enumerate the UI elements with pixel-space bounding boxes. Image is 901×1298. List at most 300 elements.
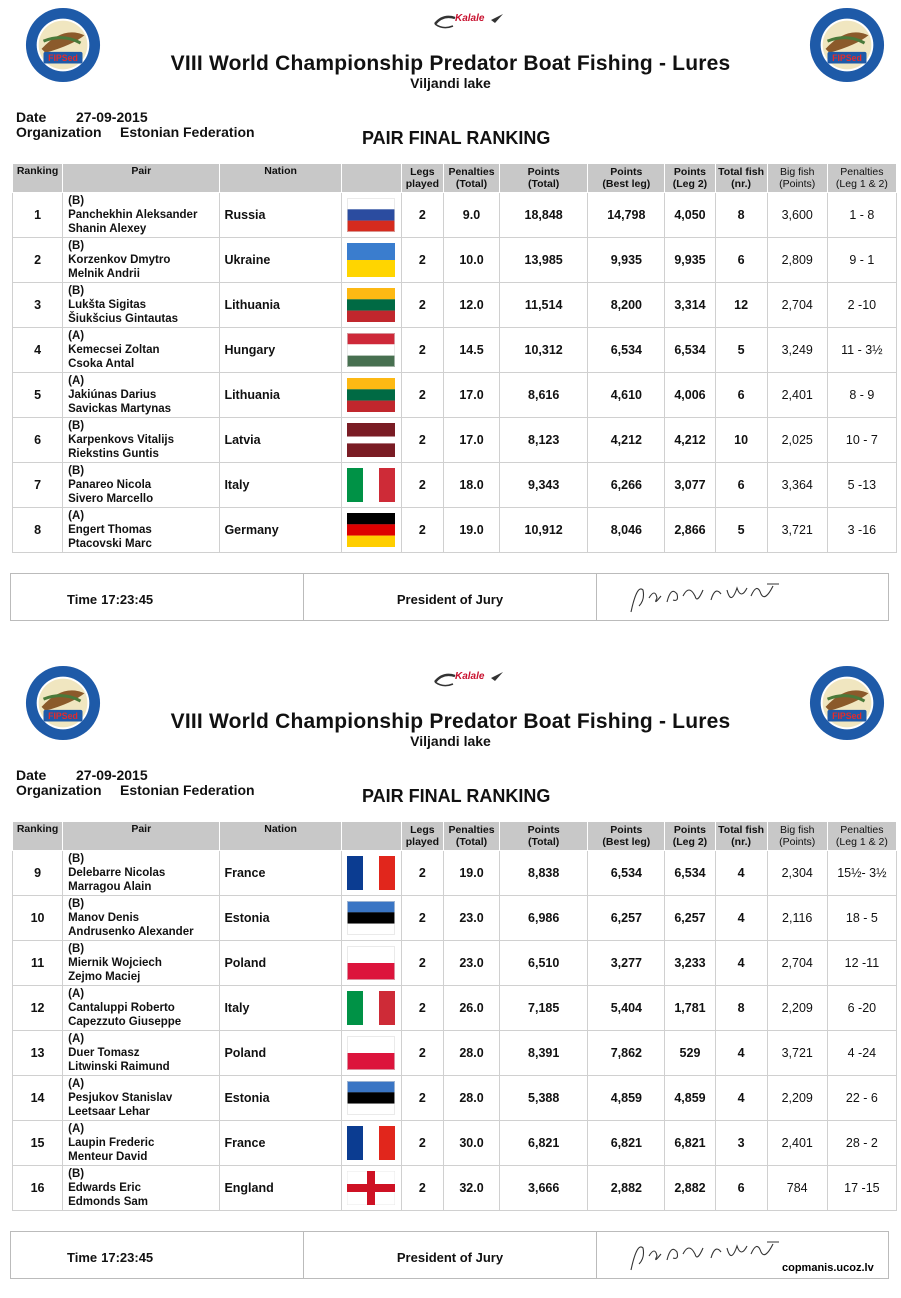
rank-cell: 14 — [13, 1076, 63, 1121]
pair-angler-1: Lukšta Sigitas — [68, 299, 147, 311]
penalties-cell: 26.0 — [443, 986, 499, 1031]
rank-cell: 3 — [13, 283, 63, 328]
points-best-cell: 6,257 — [588, 896, 665, 941]
legs-cell: 2 — [401, 1031, 443, 1076]
rank-cell: 8 — [13, 508, 63, 553]
total-fish-cell: 8 — [715, 193, 767, 238]
ranking-page — [0, 0, 901, 640]
points-leg2-cell: 3,233 — [665, 941, 715, 986]
header-row — [13, 164, 897, 193]
header-ranking-line1: Ranking — [16, 823, 59, 835]
time-cell — [11, 1232, 304, 1278]
nation-cell: Poland — [220, 941, 341, 986]
pair-group: (A) — [68, 1078, 85, 1090]
pair-group: (B) — [68, 240, 85, 252]
pair-angler-2: Šiukšcius Gintautas — [68, 313, 179, 325]
header-legs-line2: played — [405, 178, 440, 190]
pair-group: (A) — [68, 330, 85, 342]
legs-cell: 2 — [401, 941, 443, 986]
big-fish-cell: 3,364 — [767, 463, 827, 508]
pair-cell — [63, 328, 220, 373]
header-pair — [63, 822, 220, 851]
header-big-fish-line2: (Points) — [779, 178, 816, 190]
pair-angler-1: Jakiúnas Darius — [68, 389, 157, 401]
points-leg2-cell: 4,006 — [665, 373, 715, 418]
france-flag-icon — [347, 856, 395, 890]
flag-cell — [341, 193, 401, 238]
pair-angler-2: Edmonds Sam — [68, 1196, 148, 1208]
penalties-cell: 28.0 — [443, 1076, 499, 1121]
date-value: 27-09-2015 — [76, 767, 148, 783]
legs-cell: 2 — [401, 328, 443, 373]
rank-cell: 13 — [13, 1031, 63, 1076]
pair-cell — [63, 463, 220, 508]
legs-cell: 2 — [401, 508, 443, 553]
points-best-cell: 4,610 — [588, 373, 665, 418]
penalties-legs-cell: 12 -11 — [827, 941, 896, 986]
flag-cell — [341, 238, 401, 283]
big-fish-cell: 3,721 — [767, 508, 827, 553]
legs-cell: 2 — [401, 193, 443, 238]
pair-angler-1: Panchekhin Aleksander — [68, 209, 198, 221]
flag-cell — [341, 283, 401, 328]
header-legs-line1: Legs — [410, 166, 435, 178]
total-fish-cell: 5 — [715, 328, 767, 373]
pair-cell — [63, 373, 220, 418]
total-fish-cell: 5 — [715, 508, 767, 553]
organization-label: Organization — [16, 124, 102, 140]
flag-cell — [341, 328, 401, 373]
points-leg2-cell: 4,050 — [665, 193, 715, 238]
pair-angler-1: Miernik Wojciech — [68, 957, 162, 969]
header-total-fish-line2: (nr.) — [731, 178, 751, 190]
points-best-cell: 2,882 — [588, 1166, 665, 1211]
pair-angler-1: Manov Denis — [68, 912, 140, 924]
flag-cell — [341, 986, 401, 1031]
header-total-fish-line1: Total fish — [718, 824, 765, 836]
hungary-flag-icon — [347, 333, 395, 367]
points-leg2-cell: 9,935 — [665, 238, 715, 283]
rank-cell: 11 — [13, 941, 63, 986]
penalties-cell: 19.0 — [443, 508, 499, 553]
total-fish-cell: 10 — [715, 418, 767, 463]
header-ranking — [13, 164, 63, 193]
penalties-cell: 18.0 — [443, 463, 499, 508]
header-penalties-legs — [827, 164, 896, 193]
header-ranking — [13, 822, 63, 851]
points-total-cell: 6,986 — [500, 896, 588, 941]
penalties-cell: 9.0 — [443, 193, 499, 238]
time-label: Time — [67, 592, 98, 607]
pair-angler-1: Duer Tomasz — [68, 1047, 140, 1059]
points-best-cell: 7,862 — [588, 1031, 665, 1076]
pair-group: (A) — [68, 1123, 85, 1135]
pair-angler-1: Delebarre Nicolas — [68, 867, 166, 879]
header-points-best-line1: Points — [610, 824, 643, 836]
header-points-best-line1: Points — [610, 166, 643, 178]
header-penalties-legs — [827, 822, 896, 851]
pair-angler-1: Cantaluppi Roberto — [68, 1002, 175, 1014]
points-leg2-cell: 4,212 — [665, 418, 715, 463]
pair-angler-1: Pesjukov Stanislav — [68, 1092, 173, 1104]
latvia-flag-icon — [347, 423, 395, 457]
points-total-cell: 11,514 — [500, 283, 588, 328]
ranking-page — [0, 658, 901, 1298]
header-big-fish — [767, 822, 827, 851]
header-points-best — [588, 164, 665, 193]
signature-image — [627, 1234, 787, 1274]
total-fish-cell: 4 — [715, 1031, 767, 1076]
nation-cell: Estonia — [220, 896, 341, 941]
organization-label: Organization — [16, 782, 102, 798]
points-total-cell: 8,391 — [500, 1031, 588, 1076]
header-points-total-line1: Points — [527, 824, 560, 836]
germany-flag-icon — [347, 513, 395, 547]
points-leg2-cell: 3,314 — [665, 283, 715, 328]
pair-group: (A) — [68, 375, 85, 387]
header-points-leg2 — [665, 822, 715, 851]
penalties-legs-cell: 11 - 3½ — [827, 328, 896, 373]
big-fish-cell: 2,401 — [767, 1121, 827, 1166]
pair-angler-2: Ptacovski Marc — [68, 538, 152, 550]
flag-cell — [341, 463, 401, 508]
big-fish-cell: 2,116 — [767, 896, 827, 941]
header-legs-line2: played — [405, 836, 440, 848]
big-fish-cell: 3,249 — [767, 328, 827, 373]
header-big-fish-line2: (Points) — [779, 836, 816, 848]
points-best-cell: 6,534 — [588, 328, 665, 373]
total-fish-cell: 4 — [715, 1076, 767, 1121]
points-leg2-cell: 6,534 — [665, 851, 715, 896]
table-row — [13, 941, 897, 986]
date-line — [16, 767, 148, 783]
points-best-cell: 5,404 — [588, 986, 665, 1031]
pair-group: (A) — [68, 1033, 85, 1045]
organization-value: Estonian Federation — [120, 782, 255, 798]
table-row — [13, 1031, 897, 1076]
pair-angler-2: Leetsaar Lehar — [68, 1106, 150, 1118]
table-row — [13, 851, 897, 896]
points-best-cell: 8,200 — [588, 283, 665, 328]
big-fish-cell: 2,025 — [767, 418, 827, 463]
italy-flag-icon — [347, 991, 395, 1025]
points-total-cell: 10,312 — [500, 328, 588, 373]
points-best-cell: 8,046 — [588, 508, 665, 553]
footer-box — [10, 1231, 889, 1279]
pair-group: (B) — [68, 195, 85, 207]
points-best-cell: 3,277 — [588, 941, 665, 986]
penalties-cell: 17.0 — [443, 373, 499, 418]
pair-cell — [63, 283, 220, 328]
points-leg2-cell: 6,257 — [665, 896, 715, 941]
legs-cell: 2 — [401, 851, 443, 896]
pair-angler-2: Menteur David — [68, 1151, 148, 1163]
header-penalties-legs-line2: (Leg 1 & 2) — [835, 178, 888, 190]
points-leg2-cell: 2,866 — [665, 508, 715, 553]
points-total-cell: 5,388 — [500, 1076, 588, 1121]
pair-group: (B) — [68, 420, 85, 432]
points-best-cell: 9,935 — [588, 238, 665, 283]
time-value: 17:23:45 — [101, 592, 154, 607]
pair-cell — [63, 851, 220, 896]
rank-cell: 16 — [13, 1166, 63, 1211]
flag-cell — [341, 941, 401, 986]
penalties-legs-cell: 15½- 3½ — [827, 851, 896, 896]
points-leg2-cell: 2,882 — [665, 1166, 715, 1211]
points-total-cell: 9,343 — [500, 463, 588, 508]
header-penalties-legs-line2: (Leg 1 & 2) — [835, 836, 888, 848]
footer-box — [10, 573, 889, 621]
rank-cell: 1 — [13, 193, 63, 238]
header-total-fish-line1: Total fish — [718, 166, 765, 178]
estonia-flag-icon — [347, 901, 395, 935]
legs-cell: 2 — [401, 896, 443, 941]
poland-flag-icon — [347, 1036, 395, 1070]
pair-cell — [63, 941, 220, 986]
header-row — [13, 822, 897, 851]
penalties-legs-cell: 22 - 6 — [827, 1076, 896, 1121]
pair-angler-2: Savickas Martynas — [68, 403, 172, 415]
big-fish-cell: 2,704 — [767, 283, 827, 328]
date-line — [16, 109, 148, 125]
brand-name: Kalale — [455, 671, 485, 682]
table-row — [13, 896, 897, 941]
pair-cell — [63, 1076, 220, 1121]
points-total-cell: 3,666 — [500, 1166, 588, 1211]
penalties-cell: 23.0 — [443, 941, 499, 986]
table-row — [13, 1076, 897, 1121]
header-total-fish — [715, 164, 767, 193]
flag-cell — [341, 851, 401, 896]
table-row — [13, 508, 897, 553]
points-leg2-cell: 6,534 — [665, 328, 715, 373]
header-points-leg2-line1: Points — [673, 824, 707, 836]
penalties-cell: 32.0 — [443, 1166, 499, 1211]
pair-cell — [63, 193, 220, 238]
big-fish-cell: 2,809 — [767, 238, 827, 283]
date-value: 27-09-2015 — [76, 109, 148, 125]
table-row — [13, 986, 897, 1031]
total-fish-cell: 8 — [715, 986, 767, 1031]
total-fish-cell: 6 — [715, 373, 767, 418]
penalties-legs-cell: 3 -16 — [827, 508, 896, 553]
header-penalties-line1: Penalties — [448, 166, 495, 178]
flag-cell — [341, 508, 401, 553]
time-label: Time — [67, 1250, 98, 1265]
header-points-best-line2: (Best leg) — [602, 836, 651, 848]
poland-flag-icon — [347, 946, 395, 980]
legs-cell: 2 — [401, 986, 443, 1031]
header-penalties-line1: Penalties — [448, 824, 495, 836]
pair-cell — [63, 1166, 220, 1211]
legs-cell: 2 — [401, 373, 443, 418]
organization-value: Estonian Federation — [120, 124, 255, 140]
ranking-title: PAIR FINAL RANKING — [362, 786, 551, 806]
flag-cell — [341, 1076, 401, 1121]
pair-cell — [63, 1031, 220, 1076]
jury-label: President of Jury — [396, 1250, 504, 1265]
penalties-legs-cell: 2 -10 — [827, 283, 896, 328]
header-pair — [63, 164, 220, 193]
pair-group: (B) — [68, 1168, 85, 1180]
legs-cell: 2 — [401, 238, 443, 283]
total-fish-cell: 4 — [715, 941, 767, 986]
penalties-legs-cell: 9 - 1 — [827, 238, 896, 283]
points-best-cell: 6,534 — [588, 851, 665, 896]
points-total-cell: 8,838 — [500, 851, 588, 896]
ranking-table — [12, 821, 897, 1211]
rank-cell: 2 — [13, 238, 63, 283]
organization-line — [16, 124, 255, 140]
signature-image — [627, 576, 787, 616]
points-total-cell: 8,123 — [500, 418, 588, 463]
date-label: Date — [16, 767, 47, 783]
table-row — [13, 193, 897, 238]
pair-angler-1: Laupin Frederic — [68, 1137, 155, 1149]
header-big-fish — [767, 164, 827, 193]
big-fish-cell: 2,209 — [767, 986, 827, 1031]
pair-group: (B) — [68, 943, 85, 955]
pair-group: (B) — [68, 853, 85, 865]
penalties-cell: 17.0 — [443, 418, 499, 463]
table-row — [13, 1166, 897, 1211]
flag-cell — [341, 1166, 401, 1211]
italy-flag-icon — [347, 468, 395, 502]
lithuania-flag-icon — [347, 288, 395, 322]
svg-text:FIPSed: FIPSed — [832, 53, 862, 64]
header-legs — [401, 822, 443, 851]
points-best-cell: 6,821 — [588, 1121, 665, 1166]
penalties-cell: 14.5 — [443, 328, 499, 373]
big-fish-cell: 3,721 — [767, 1031, 827, 1076]
pair-group: (A) — [68, 988, 85, 1000]
header-legs — [401, 164, 443, 193]
penalties-legs-cell: 28 - 2 — [827, 1121, 896, 1166]
pair-angler-2: Melnik Andrii — [68, 268, 140, 280]
total-fish-cell: 3 — [715, 1121, 767, 1166]
penalties-cell: 10.0 — [443, 238, 499, 283]
date-label: Date — [16, 109, 47, 125]
svg-text:FIPSed: FIPSed — [48, 711, 78, 722]
big-fish-cell: 2,401 — [767, 373, 827, 418]
jury-cell — [304, 1232, 597, 1278]
rank-cell: 5 — [13, 373, 63, 418]
ukraine-flag-icon — [347, 243, 395, 277]
big-fish-cell: 2,704 — [767, 941, 827, 986]
russia-flag-icon — [347, 198, 395, 232]
nation-cell: Russia — [220, 193, 341, 238]
rank-cell: 15 — [13, 1121, 63, 1166]
table-row — [13, 238, 897, 283]
header-nation — [220, 822, 341, 851]
total-fish-cell: 4 — [715, 896, 767, 941]
watermark: copmanis.ucoz.lv — [782, 1262, 874, 1274]
pair-cell — [63, 238, 220, 283]
flag-cell — [341, 1121, 401, 1166]
nation-cell: Germany — [220, 508, 341, 553]
pair-angler-2: Andrusenko Alexander — [68, 926, 194, 938]
header-ranking-line1: Ranking — [16, 165, 59, 177]
england-flag-icon — [347, 1171, 395, 1205]
points-best-cell: 4,212 — [588, 418, 665, 463]
time-value: 17:23:45 — [101, 1250, 154, 1265]
points-best-cell: 6,266 — [588, 463, 665, 508]
penalties-legs-cell: 18 - 5 — [827, 896, 896, 941]
total-fish-cell: 6 — [715, 463, 767, 508]
nation-cell: France — [220, 1121, 341, 1166]
lithuania-flag-icon — [347, 378, 395, 412]
rank-cell: 6 — [13, 418, 63, 463]
nation-cell: Hungary — [220, 328, 341, 373]
header-penalties-legs-line1: Penalties — [840, 824, 884, 836]
header-penalties-line2: (Total) — [455, 836, 488, 848]
time-cell — [11, 574, 304, 620]
pair-angler-2: Csoka Antal — [68, 358, 135, 370]
pair-angler-1: Engert Thomas — [68, 524, 152, 536]
legs-cell: 2 — [401, 1076, 443, 1121]
points-total-cell: 13,985 — [500, 238, 588, 283]
pair-angler-1: Kemecsei Zoltan — [68, 344, 160, 356]
points-total-cell: 8,616 — [500, 373, 588, 418]
nation-cell: Latvia — [220, 418, 341, 463]
header-total-fish — [715, 822, 767, 851]
pair-angler-2: Riekstins Guntis — [68, 448, 159, 460]
penalties-cell: 23.0 — [443, 896, 499, 941]
header-flag — [341, 164, 401, 193]
nation-cell: Estonia — [220, 1076, 341, 1121]
big-fish-cell: 2,304 — [767, 851, 827, 896]
rank-cell: 4 — [13, 328, 63, 373]
points-leg2-cell: 529 — [665, 1031, 715, 1076]
pair-cell — [63, 1121, 220, 1166]
svg-text:FIPSed: FIPSed — [832, 711, 862, 722]
big-fish-cell: 784 — [767, 1166, 827, 1211]
flag-cell — [341, 896, 401, 941]
jury-cell — [304, 574, 597, 620]
jury-label: President of Jury — [396, 592, 504, 607]
penalties-legs-cell: 8 - 9 — [827, 373, 896, 418]
big-fish-cell: 2,209 — [767, 1076, 827, 1121]
penalties-legs-cell: 6 -20 — [827, 986, 896, 1031]
organization-line — [16, 782, 255, 798]
table-row — [13, 283, 897, 328]
points-leg2-cell: 1,781 — [665, 986, 715, 1031]
points-total-cell: 7,185 — [500, 986, 588, 1031]
pair-angler-1: Karpenkovs Vitalijs — [68, 434, 175, 446]
table-row — [13, 328, 897, 373]
svg-text:FIPSed: FIPSed — [48, 53, 78, 64]
rank-cell: 12 — [13, 986, 63, 1031]
header-points-total-line1: Points — [527, 166, 560, 178]
legs-cell: 2 — [401, 1121, 443, 1166]
pair-angler-2: Shanin Alexey — [68, 223, 147, 235]
header-legs-line1: Legs — [410, 824, 435, 836]
time-line — [67, 592, 157, 607]
legs-cell: 2 — [401, 1166, 443, 1211]
pair-group: (B) — [68, 285, 85, 297]
flag-cell — [341, 418, 401, 463]
points-total-cell: 6,821 — [500, 1121, 588, 1166]
header-points-leg2-line2: (Leg 2) — [672, 178, 708, 190]
nation-cell: Ukraine — [220, 238, 341, 283]
table-row — [13, 418, 897, 463]
header-pair-line1: Pair — [131, 165, 152, 177]
points-leg2-cell: 4,859 — [665, 1076, 715, 1121]
pair-angler-2: Marragou Alain — [68, 881, 152, 893]
pair-cell — [63, 508, 220, 553]
rank-cell: 10 — [13, 896, 63, 941]
pair-angler-2: Capezzuto Giuseppe — [68, 1016, 182, 1028]
